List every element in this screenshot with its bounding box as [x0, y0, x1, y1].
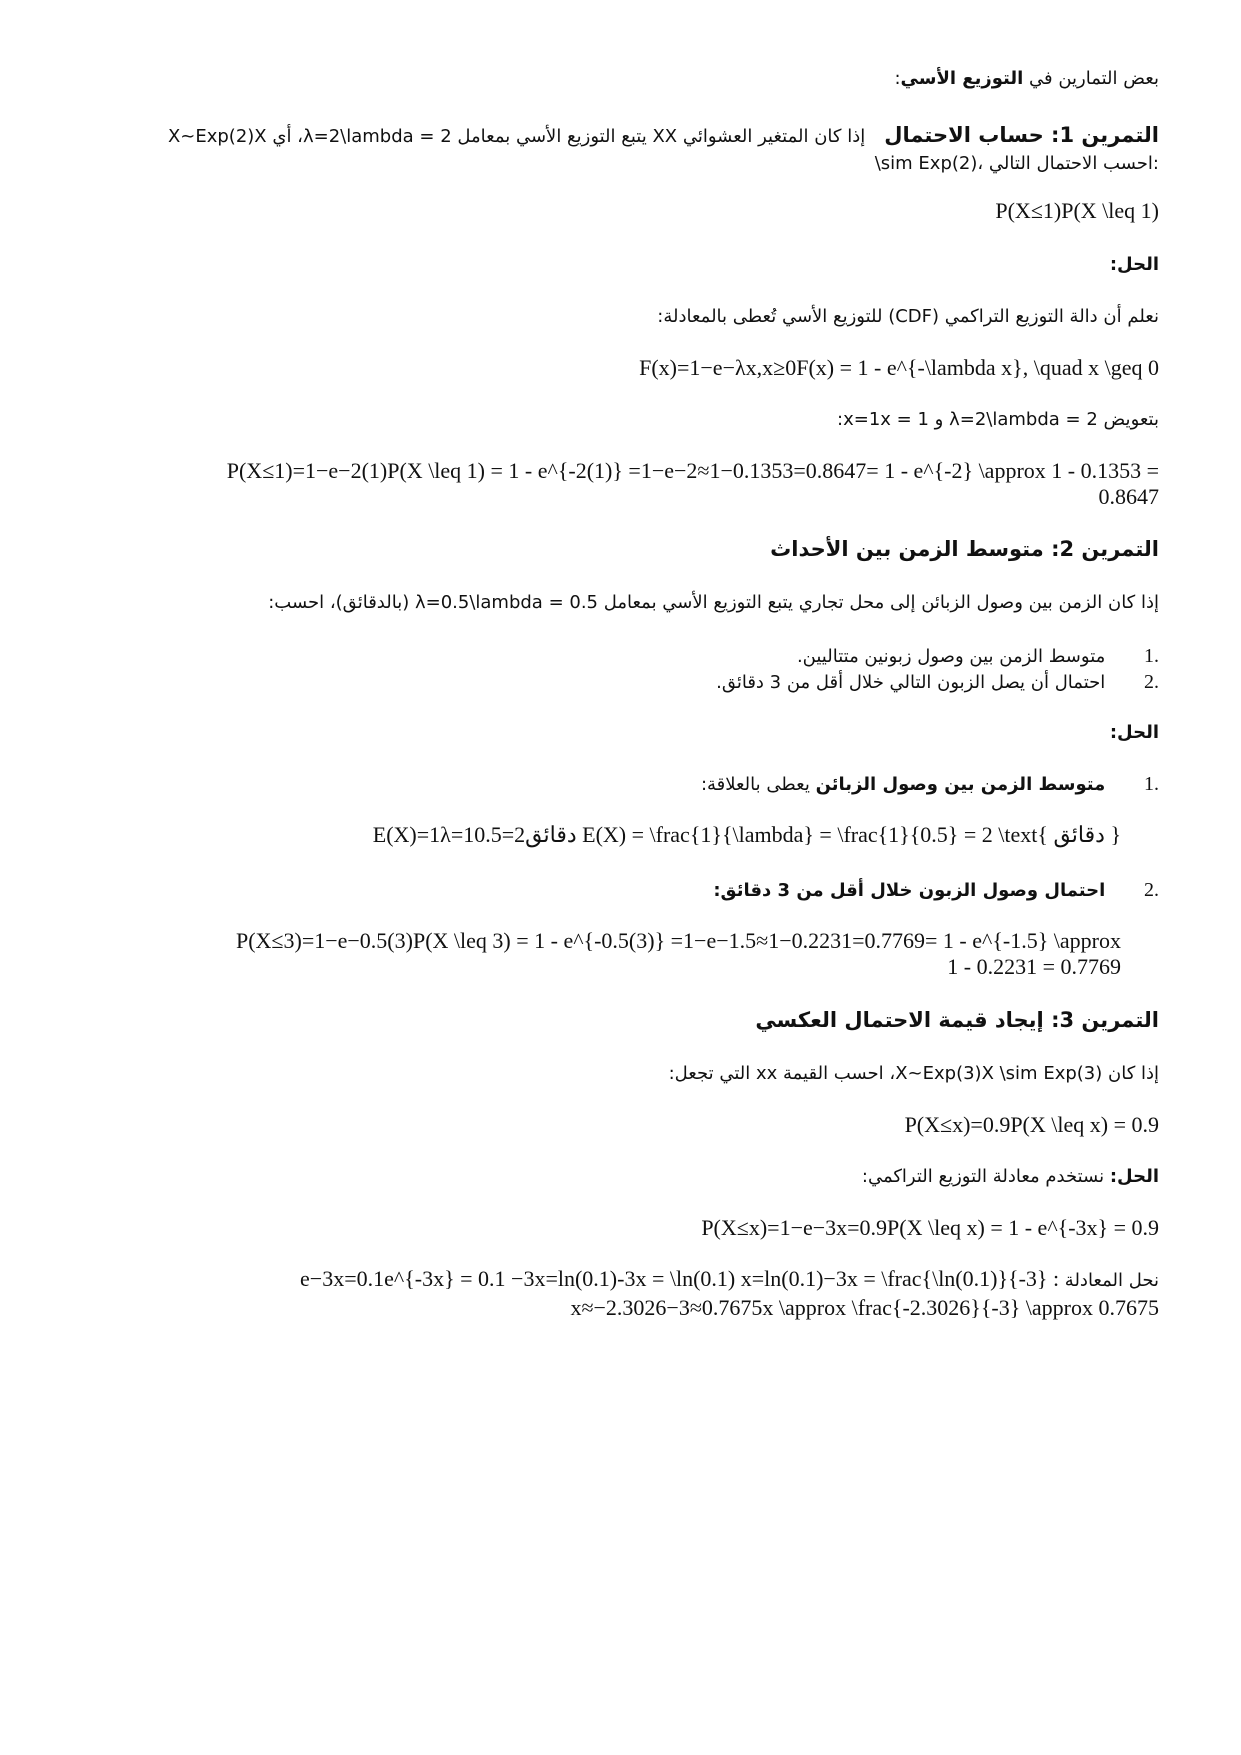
ex2-solution-label: الحل:: [1109, 722, 1159, 743]
ex1-result: [99, 458, 1159, 510]
ex2-title: التمرين 2: متوسط الزمن بين الأحداث: [770, 537, 1159, 561]
intro-suffix: :: [894, 68, 901, 89]
ex1-title: التمرين 1: حساب الاحتمال: [884, 123, 1159, 147]
ex2-solution-1: [159, 771, 1159, 798]
ex3-cdf-formula: P(X≤x)=1−e−3x=0.9P(X \leq x) = 1 - e^{-3x} = 0.9: [701, 1215, 1159, 1240]
ex2-solution-2-number: .2: [1144, 879, 1159, 901]
ex2-item-1: [159, 643, 1159, 670]
ex1-result-line1: P(X≤1)=1−e−2(1)P(X \leq 1) = 1 - e^{-2(1)} =1−e−2≈1−0.1353=0.8647= 1 - e^{-2} \approx 1 - 0.1353 =: [226, 458, 1159, 483]
intro-bold: التوزيع الأسي: [900, 68, 1024, 89]
intro-prefix: بعض التمارين في: [1023, 68, 1159, 89]
ex2-solution-2: [159, 877, 1159, 904]
ex2-solution-1-number: .1: [1144, 773, 1159, 795]
ex2-statement: إذا كان الزمن بين وصول الزبائن إلى محل تجاري يتبع التوزيع الأسي بمعامل λ=0.5\lambda = 0.5 (بالدقائق)، احسب:: [268, 592, 1159, 613]
ex3-solve: [79, 1266, 1159, 1321]
ex3-solve-line1: e−3x=0.1e^{-3x} = 0.1 −3x=ln(0.1)-3x = \ln(0.1) x=ln(0.1)−3x = \frac{\ln(0.1)}{-3} :: [300, 1266, 1060, 1291]
ex3-statement: إذا كان X~Exp(3)X \sim Exp(3)، احسب القيمة xx التي تجعل:: [668, 1063, 1159, 1084]
ex2-item-1-number: .1: [1144, 645, 1159, 667]
ex2-item-2: [159, 669, 1159, 696]
ex3-solve-line2: x≈−2.3026−3≈0.7675x \approx \frac{-2.3026}{-3} \approx 0.7675: [570, 1295, 1159, 1320]
intro-line: [99, 66, 1159, 92]
ex2-solution-1-formula: E(X)=1λ=10.5=2دقائق E(X) = \frac{1}{\lambda} = \frac{1}{0.5} = 2 \text{ دقائق }: [372, 822, 1121, 847]
ex3-solution: [99, 1164, 1159, 1190]
ex1-cdf-text: نعلم أن دالة التوزيع التراكمي (CDF) للتوزيع الأسي تُعطى بالمعادلة:: [657, 306, 1159, 327]
ex3-title: التمرين 3: إيجاد قيمة الاحتمال العكسي: [755, 1008, 1159, 1032]
ex3-solve-prefix: نحل المعادلة: [1059, 1270, 1159, 1291]
ex2-solution-2-line1: P(X≤3)=1−e−0.5(3)P(X \leq 3) = 1 - e^{-0.5(3)} =1−e−1.5≈1−0.2231=0.7769= 1 - e^{-1.5} \approx: [235, 928, 1121, 953]
ex2-item-1-text: متوسط الزمن بين وصول زبونين متتاليين.: [796, 646, 1106, 667]
ex2-item-2-number: .2: [1144, 671, 1159, 693]
ex1-statement-line1: إذا كان المتغير العشوائي XX يتبع التوزيع الأسي بمعامل λ=2\lambda = 2، أي X~Exp(2)X: [167, 126, 866, 147]
ex1-statement: [99, 122, 1159, 177]
ex2-solution-2-bold: احتمال وصول الزبون خلال أقل من 3 دقائق:: [713, 880, 1106, 901]
ex2-solution-2-result: [41, 928, 1121, 980]
ex2-solution-2-line2: 1 - 0.2231 = 0.7769: [947, 954, 1121, 979]
ex1-target: P(X≤1)P(X \leq 1): [995, 198, 1159, 223]
ex2-solution-1-bold: متوسط الزمن بين وصول الزبائن: [815, 774, 1106, 795]
ex1-substitution: بتعويض λ=2\lambda = 2 و x=1x = 1:: [837, 409, 1159, 430]
ex2-solution-1-rest: يعطى بالعلاقة:: [700, 774, 816, 795]
ex1-solution-label: الحل:: [1109, 254, 1159, 275]
ex3-solution-text: نستخدم معادلة التوزيع التراكمي:: [861, 1166, 1110, 1187]
ex3-solution-label: الحل:: [1109, 1166, 1159, 1187]
ex2-item-2-text: احتمال أن يصل الزبون التالي خلال أقل من 3 دقائق.: [716, 672, 1106, 693]
ex3-target: P(X≤x)=0.9P(X \leq x) = 0.9: [904, 1112, 1159, 1137]
ex1-result-line2: 0.8647: [1098, 484, 1159, 509]
ex1-statement-line2: \sim Exp(2)، احسب الاحتمال التالي:: [874, 153, 1159, 174]
ex1-cdf-formula: F(x)=1−e−λx,x≥0F(x) = 1 - e^{-\lambda x}, \quad x \geq 0: [639, 355, 1159, 380]
